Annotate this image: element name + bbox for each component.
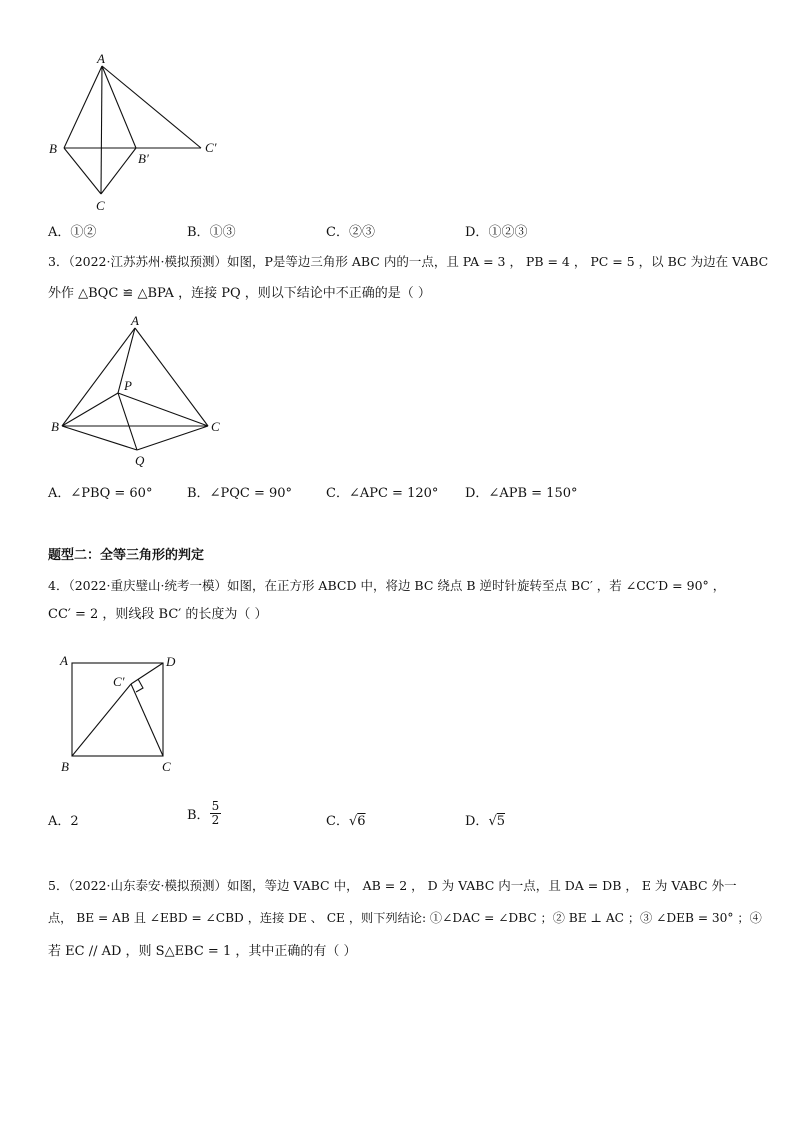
q2-option-a[interactable]: A．①② xyxy=(48,225,97,240)
figure-square-abcd xyxy=(55,648,195,778)
label-c-prime: C′ xyxy=(205,140,217,155)
label-a: A xyxy=(60,653,68,668)
label-a: A xyxy=(97,51,105,66)
q5-stem-line2: 点， BE = AB 且 ∠EBD = ∠CBD ，连接 DE 、 CE ，则下列结论: ①∠DAC = ∠DBC ；② BE ⊥ AC ；③ ∠DEB = 30° ；④ xyxy=(48,911,762,925)
label-c: C xyxy=(162,759,171,774)
label-b-prime: B′ xyxy=(138,151,149,166)
q4-option-b[interactable]: B． $\frac{5}{2}$ xyxy=(187,799,220,827)
q4-option-c[interactable]: C．√6 xyxy=(326,814,366,829)
q4-option-d[interactable]: D．√5 xyxy=(465,814,506,829)
label-a: A xyxy=(131,313,139,328)
label-b: B xyxy=(49,141,57,156)
q5-stem-line1: 5．（2022·山东泰安·模拟预测）如图，等边 VABC 中， AB = 2 ， D 为 VABC 内一点，且 DA = DB ， E 为 VABC 外一 xyxy=(48,878,737,893)
fraction: $\frac{5}{2}$ xyxy=(211,799,220,827)
figure-triangle-abc-rotation xyxy=(40,50,240,215)
q2-option-b[interactable]: B．①③ xyxy=(187,225,236,240)
q4-stem-line2: CC′ = 2 ，则线段 BC′ 的长度为（ ） xyxy=(48,607,268,622)
q3-stem-line1: 3．（2022·江苏苏州·模拟预测）如图，P是等边三角形 ABC 内的一点，且 PA = 3 ， PB = 4 ， PC = 5 ，以 BC 为边在 VABC xyxy=(48,254,769,269)
q3-stem-line2: 外作 △BQC ≌ △BPA ，连接 PQ ，则以下结论中不正确的是（ ） xyxy=(48,286,431,301)
figure-equilateral-triangle-pq xyxy=(40,310,240,470)
label-b: B xyxy=(51,419,59,434)
label-c: C xyxy=(211,419,220,434)
q5-stem-line3: 若 EC // AD ，则 S△EBC = 1 ，其中正确的有（ ） xyxy=(48,944,357,959)
q3-option-b[interactable]: B．∠PQC = 90° xyxy=(187,486,293,501)
q4-stem-line1: 4．（2022·重庆璧山·统考一模）如图，在正方形 ABCD 中，将边 BC 绕点 B 逆时针旋转至点 BC′ ，若 ∠CC′D = 90° ， xyxy=(48,578,726,593)
q3-option-d[interactable]: D．∠APB = 150° xyxy=(465,486,578,501)
q3-option-c[interactable]: C．∠APC = 120° xyxy=(326,486,439,501)
q2-option-c[interactable]: C．②③ xyxy=(326,225,375,240)
label-q: Q xyxy=(135,453,145,468)
q2-option-d[interactable]: D．①②③ xyxy=(465,225,528,240)
label-d: D xyxy=(166,654,176,669)
label-c-prime: C′ xyxy=(113,674,125,689)
label-b: B xyxy=(61,759,69,774)
q4-option-a[interactable]: A．2 xyxy=(48,814,79,829)
q3-option-a[interactable]: A．∠PBQ = 60° xyxy=(48,486,153,501)
section-heading: 题型二：全等三角形的判定 xyxy=(48,548,205,563)
label-c: C xyxy=(96,198,105,213)
label-p: P xyxy=(124,378,132,393)
